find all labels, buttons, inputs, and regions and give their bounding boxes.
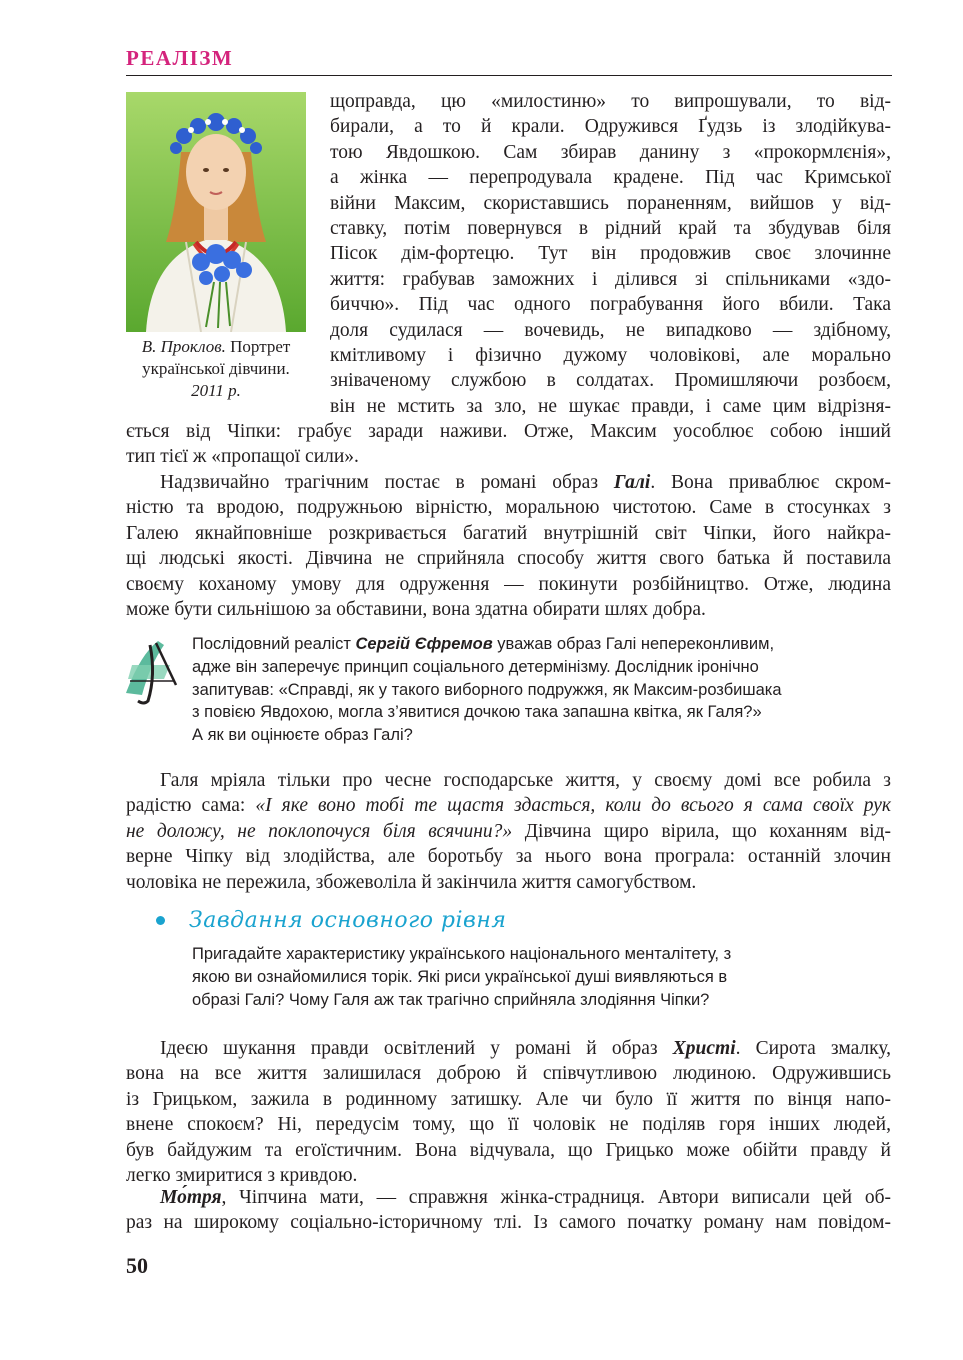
quote-fragment: «І яке воно тобі те щастя здасться, коли до всього я сама своїх рук: [255, 795, 891, 817]
text-line: чоловіка не пережила, збожеволіла й закінчила життя самогубством.: [126, 871, 697, 893]
quote-fragment: не доложу, не поклопочуся біля всячини?»: [126, 820, 513, 842]
header-rule: [126, 75, 892, 76]
text-fragment: уважав образ Галі непереконливим,: [492, 635, 775, 653]
text-line: може бути сильнішою за обставини, вона здатна обирати шлях добра.: [126, 599, 706, 621]
section-title: РЕАЛІЗМ: [126, 46, 234, 70]
quill-letter-icon: [120, 635, 182, 707]
text-line: Галею якнайповніше розкривається багатий внутрішній світ Чіпки, його найкра-: [126, 522, 891, 544]
text-fragment: , Чіпчина мати, — справжня жінка-страдниця. Автори виписали цей об-: [221, 1187, 891, 1208]
character-name-motria: Мо́тря: [160, 1187, 222, 1208]
text-line: він не мстить за зло, не шукає правди, і саме цим відрізня-: [330, 395, 891, 417]
caption-year: 2011 р.: [191, 381, 241, 400]
text-line: життя: грабував заможних і ділився зі спільниками «здо-: [330, 268, 891, 290]
text-line: адже він заперечує принцип соціального детермінізму. Дослідник іронічно: [192, 657, 759, 676]
text-line: ставку, потім повернувся в рідний край та збудував біля: [330, 218, 891, 240]
text-line: тип тієї ж «пропащої сили».: [126, 446, 359, 468]
text-line: а жінка — перепродувала крадене. Під час Кримської: [330, 167, 891, 189]
text-line: легко змиритися з кривдою.: [126, 1165, 358, 1187]
text-line: Пісок дім-фортецю. Тут він продовжив своє злочинне: [330, 243, 891, 265]
page-number: 50: [126, 1253, 148, 1278]
critic-name: Сергій Єфремов: [355, 635, 493, 653]
paragraph-maksym: [330, 89, 891, 419]
text-line: тою Явдошкою. Сам збирав данину з «прокормлєнія»,: [330, 141, 891, 163]
paragraph-halia: [126, 470, 891, 622]
text-fragment: . Вона приваблює скром-: [650, 472, 891, 493]
scholar-note: [192, 633, 887, 747]
text-line: із Грицьком, зажила в родинному затишку. Але чи було її життя по вінця напо-: [126, 1088, 891, 1110]
portrait-painting: [126, 92, 306, 332]
caption-title: Портрет української дівчини.: [142, 337, 291, 378]
text-fragment: Ідеєю шукання правди освітлений у романі й образ: [160, 1038, 673, 1059]
text-line: внене спокоєм? Ні, передусім тому, що її чоловік не поділяв горя інших людей,: [126, 1114, 891, 1136]
text-line: биччю». Під час одного пограбування його вбили. Така: [330, 294, 891, 316]
task-heading: [156, 905, 506, 935]
text-line: доля судилася — вочевидь, не випадково — здібному,: [330, 319, 891, 341]
text-line: своєму коханому умову для одруження — покинути розбійництво. Отже, людина: [126, 573, 891, 595]
text-line: кмітливому і фізично дужому чоловікові, але морально: [330, 345, 891, 367]
text-line: якою ви ознайомилися торік. Які риси української душі виявляються в: [192, 967, 728, 986]
character-name-halia: Галі: [613, 472, 651, 493]
text-line: щі людські якості. Дівчина не сприйняла способу життя свого батька й поставила: [126, 548, 891, 570]
text-line: був байдужим та егоїстичним. Вона відчувала, що Грицько може обійти правду й: [126, 1139, 891, 1161]
text-line: щоправда, цю «милостиню» то випрошували, то від-: [330, 91, 891, 112]
portrait-caption: [118, 336, 314, 402]
text-line: А як ви оцінюєте образ Галі?: [192, 726, 413, 745]
task-text: [192, 943, 892, 1011]
text-line: бирали, а то й крали. Одружився Ґудзь із злодійкува-: [330, 116, 891, 138]
bullet-icon: [156, 916, 165, 925]
text-line: зніваченому службою в солдатах. Промишляючи розбоєм,: [330, 370, 891, 392]
task-title: Завдання основного рівня: [189, 907, 507, 933]
text-line: верне Чіпку від злодійства, але боротьбу за нього вона програла: останній злочин: [126, 846, 891, 868]
text-line: ністю та вродою, подружньою вірністю, моральною чистотою. Саме в стосунках з: [126, 497, 891, 519]
text-fragment: радістю сама:: [126, 795, 256, 817]
text-fragment: Послідовний реаліст: [192, 635, 356, 653]
text-line: війни Максим, скориставшись пораненням, вийшов у від-: [330, 192, 891, 214]
text-fragment: . Сирота змалку,: [735, 1038, 891, 1059]
caption-author: В. Проклов.: [141, 337, 226, 356]
paragraph-maksym-end: [126, 419, 891, 470]
text-line: раз на широкому соціально-історичному тлі. Із самого початку роману нам повідом-: [126, 1212, 891, 1234]
character-name-khrystia: Христі: [672, 1038, 736, 1059]
text-line: Галя мріяла тільки про чесне господарське життя, у своєму домі все робила з: [160, 770, 891, 791]
text-fragment: Надзвичайно трагічним постає в романі образ: [160, 472, 614, 493]
text-fragment: Дівчина щиро вірила, що коханням від-: [512, 820, 892, 842]
text-line: запитував: «Справді, як у такого виборного подружжя, як Максим-розбишака: [192, 680, 782, 699]
text-line: образі Галі? Чому Галя аж так трагічно сприйняла злодіяння Чіпки?: [192, 990, 710, 1009]
text-line: Пригадайте характеристику українського національного менталітету, з: [192, 945, 732, 963]
paragraph-halia-dreams: [126, 768, 891, 895]
text-line: з повією Явдохою, могла з’явитися дочкою така запашна квітка, як Галя?»: [192, 703, 762, 722]
text-line: вона на все життя залишилася доброю й співчутливою людиною. Одружившись: [126, 1063, 891, 1085]
paragraph-khrystia: [126, 1036, 891, 1188]
portrait-figure: [126, 92, 306, 332]
text-line: ється від Чіпки: грабує заради наживи. Отже, Максим уособлює собою інший: [126, 421, 891, 442]
paragraph-motria: [126, 1185, 891, 1236]
